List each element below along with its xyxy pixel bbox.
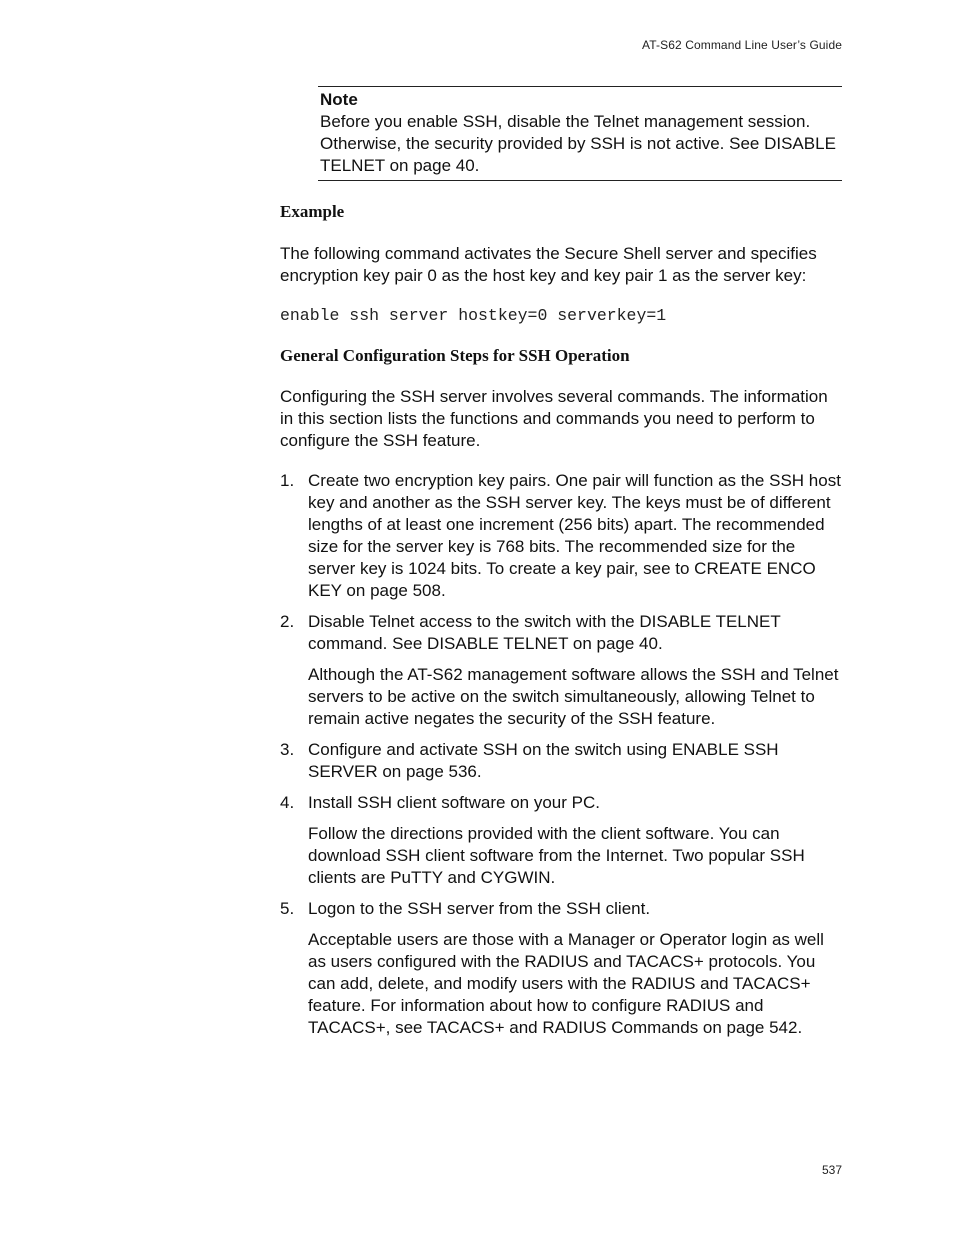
page-number: 537 xyxy=(821,1163,842,1177)
example-command: enable ssh server hostkey=0 serverkey=1 xyxy=(280,306,667,325)
step-item xyxy=(280,792,845,889)
step-text: Install SSH client software on your PC. xyxy=(308,793,600,812)
step-subtext: Although the AT-S62 management software allows the SSH and Telnet servers to be active on the switch simultaneously, allowing Telnet to remain active negates the security of the SSH feature. xyxy=(308,665,839,728)
note-title: Note xyxy=(320,90,358,109)
step-text: Disable Telnet access to the switch with the DISABLE TELNET command. See DISABLE TELNET on page 40. xyxy=(308,612,781,653)
step-number: 4. xyxy=(280,793,295,812)
step-text: Configure and activate SSH on the switch using ENABLE SSH SERVER on page 536. xyxy=(308,740,779,781)
example-heading: Example xyxy=(280,202,345,221)
step-number: 5. xyxy=(280,899,295,918)
config-steps-list xyxy=(280,470,845,1048)
step-subtext: Acceptable users are those with a Manager or Operator login as well as users configured with the RADIUS and TACACS+ protocols. You can add, delete, and modify users with the RADIUS and TACACS+ feature. For information about how to configure RADIUS and TACACS+, see TACACS+ and RADIUS Commands on page 542. xyxy=(308,930,824,1037)
step-item xyxy=(280,611,845,730)
step-item xyxy=(280,898,845,1039)
step-item xyxy=(280,470,845,602)
step-number: 1. xyxy=(280,471,295,490)
note-box xyxy=(318,86,842,181)
running-header: AT-S62 Command Line User’s Guide xyxy=(642,38,842,52)
step-text: Create two encryption key pairs. One pair will function as the SSH host key and another as the SSH server key. The keys must be of different lengths of at least one increment (256 bits) apart. The recommended size for the server key is 768 bits. The recommended size for the server key is 1024 bits. To create a key pair, see to CREATE ENCO KEY on page 508. xyxy=(308,471,841,600)
config-intro: Configuring the SSH server involves several commands. The information in this section lists the functions and commands you need to perform to configure the SSH feature. xyxy=(280,387,828,450)
step-number: 3. xyxy=(280,740,295,759)
step-subtext: Follow the directions provided with the client software. You can download SSH client software from the Internet. Two popular SSH clients are PuTTY and CYGWIN. xyxy=(308,824,805,887)
note-text: Before you enable SSH, disable the Telnet management session. Otherwise, the security provided by SSH is not active. See DISABLE TELNET on page 40. xyxy=(320,112,836,175)
step-text: Logon to the SSH server from the SSH client. xyxy=(308,899,651,918)
example-intro: The following command activates the Secure Shell server and specifies encryption key pair 0 as the host key and key pair 1 as the server key: xyxy=(280,244,817,285)
step-item xyxy=(280,739,845,783)
config-heading: General Configuration Steps for SSH Operation xyxy=(280,346,630,365)
step-number: 2. xyxy=(280,612,295,631)
